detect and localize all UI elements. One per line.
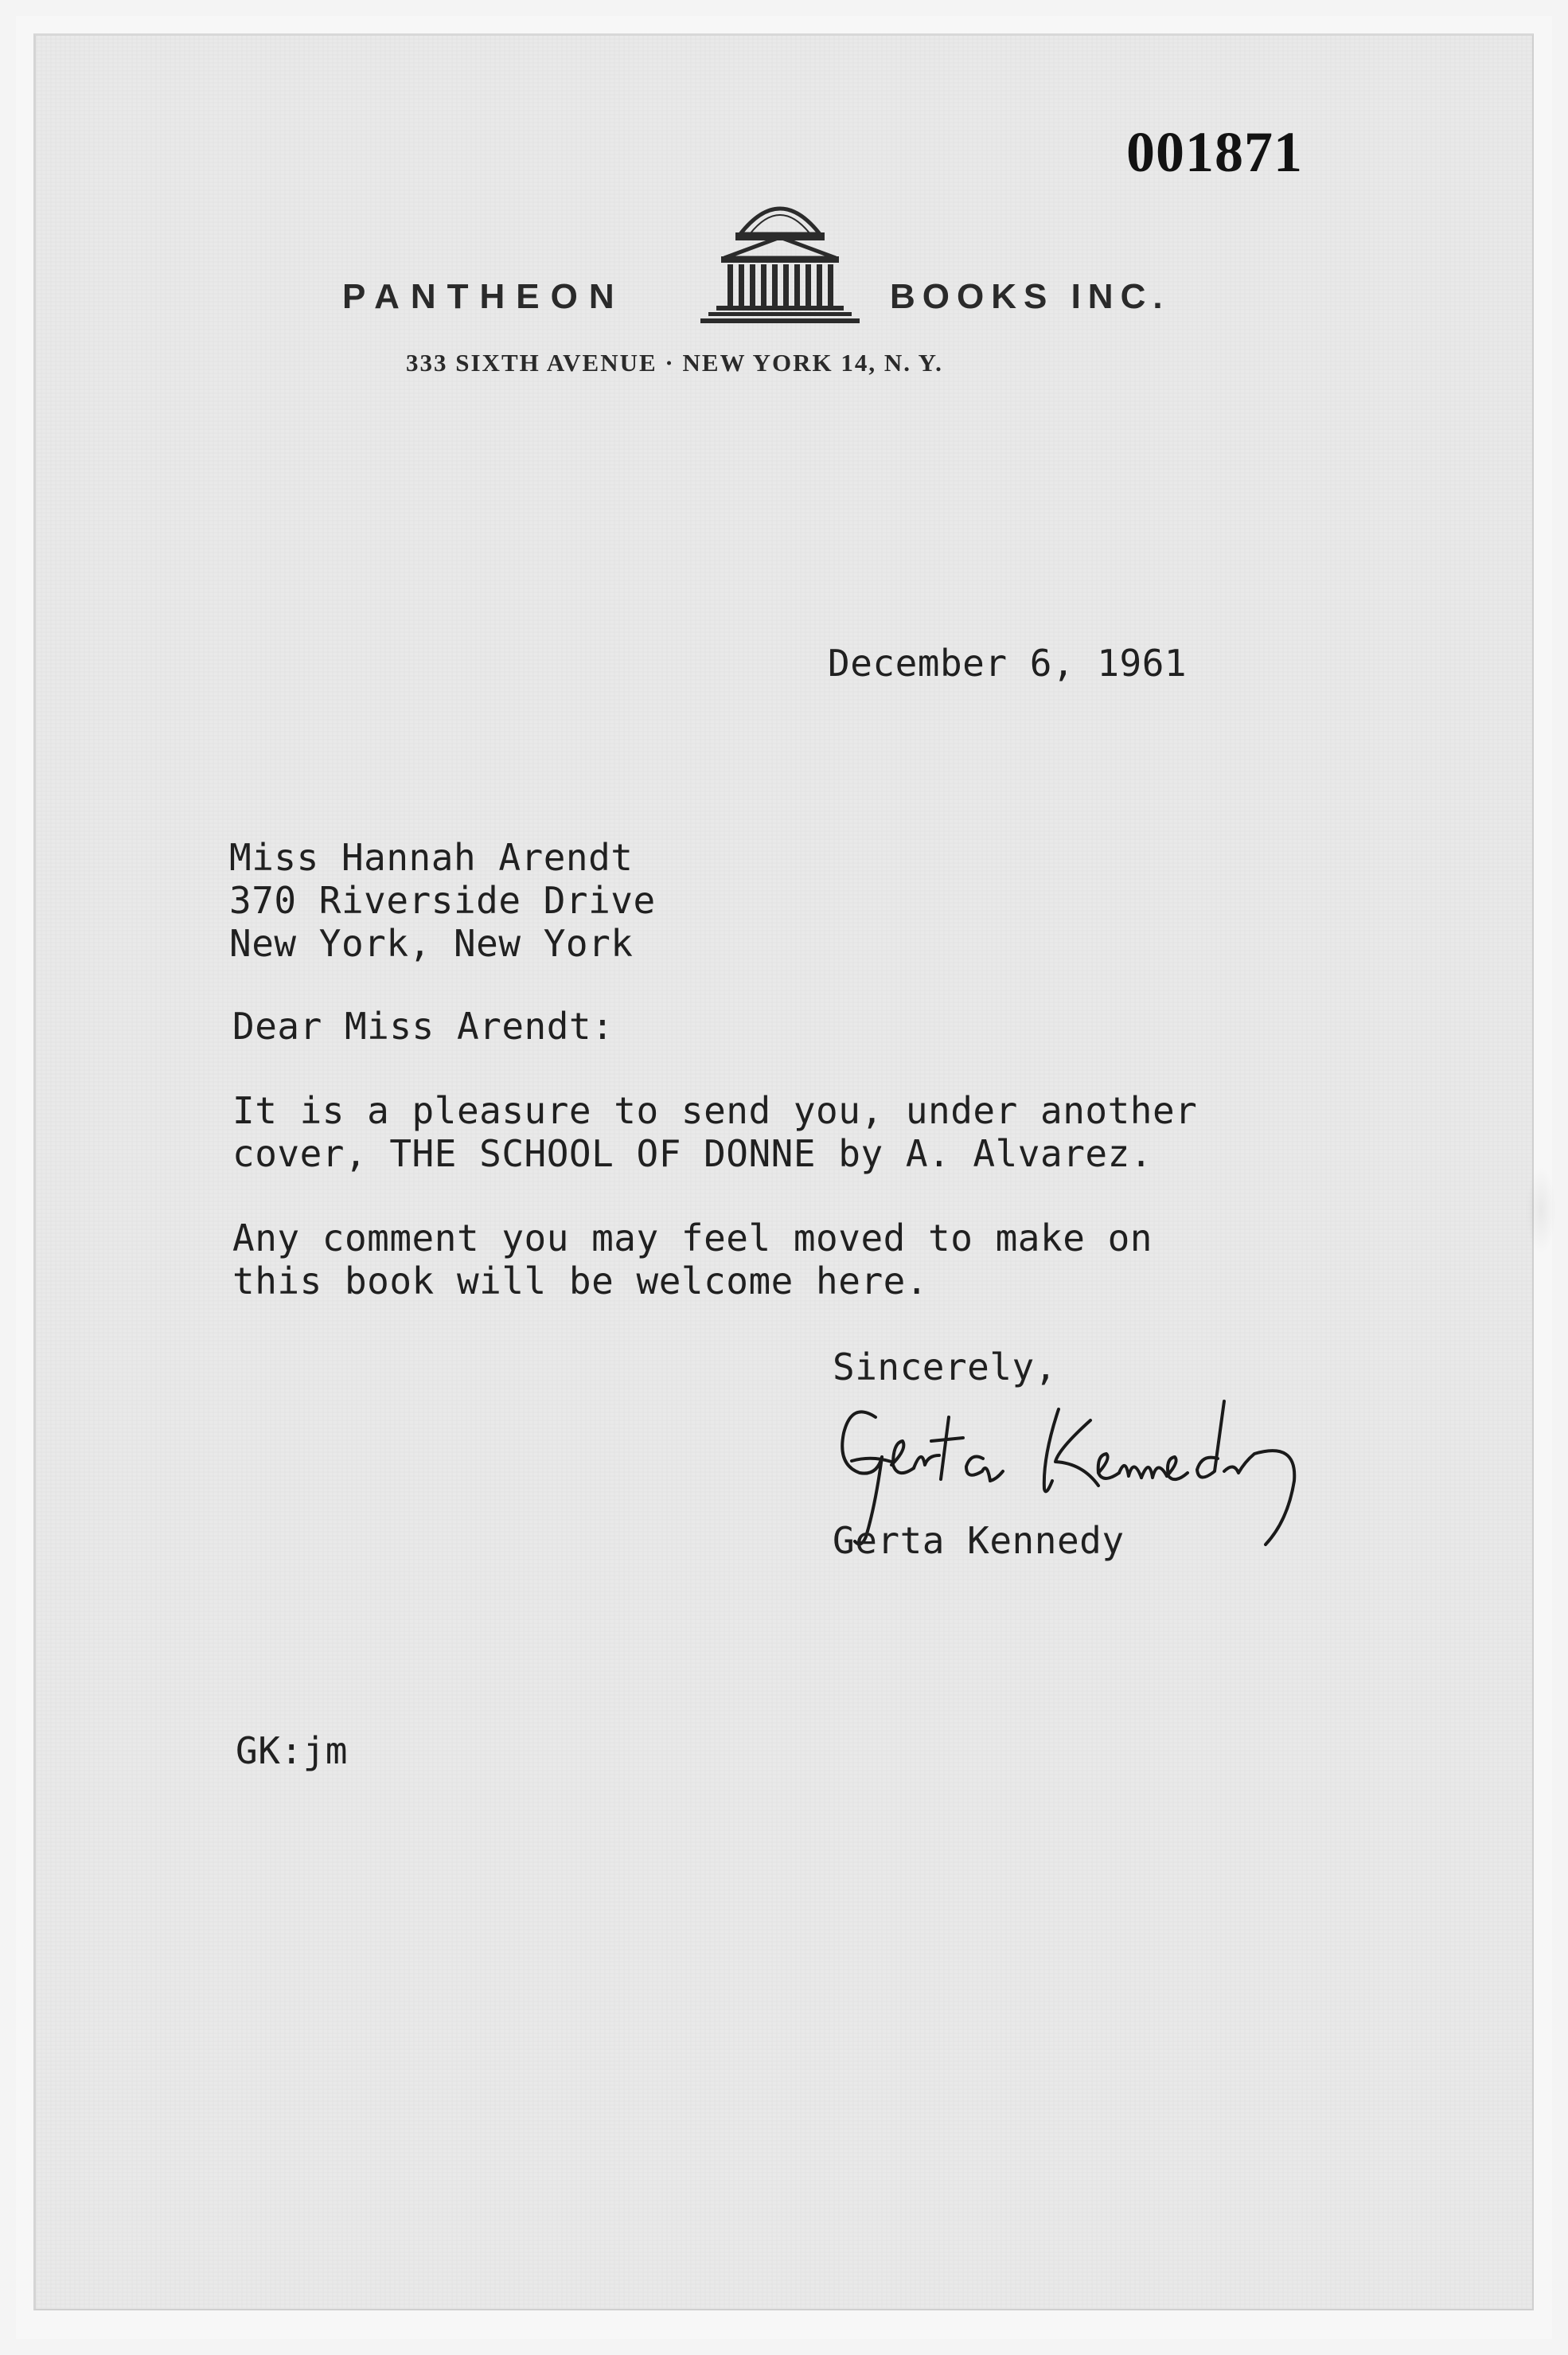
paper-scuff: [1526, 1166, 1556, 1254]
body-paragraph-2-line-1: Any comment you may feel moved to make on: [232, 1217, 1153, 1260]
body-paragraph-1-line-1: It is a pleasure to send you, under another: [232, 1089, 1198, 1132]
recipient-street: 370 Riverside Drive: [229, 879, 656, 922]
letterhead-address: 333 SIXTH AVENUE · NEW YORK 14, N. Y.: [406, 349, 943, 377]
document-number: 001871: [1126, 120, 1303, 184]
letterhead-name-right: BOOKS INC.: [890, 277, 1170, 316]
signer-name: Gerta Kennedy: [833, 1519, 1125, 1562]
recipient-city: New York, New York: [229, 922, 634, 965]
pantheon-building-icon: [700, 185, 860, 325]
recipient-name: Miss Hannah Arendt: [229, 836, 634, 879]
body-paragraph-1-line-2: cover, THE SCHOOL OF DONNE by A. Alvarez.: [232, 1132, 1153, 1175]
closing: Sincerely,: [833, 1345, 1057, 1388]
letterhead-name-left: PANTHEON: [342, 277, 626, 316]
typist-initials: GK:jm: [236, 1729, 348, 1772]
body-paragraph-2-line-2: this book will be welcome here.: [232, 1260, 929, 1302]
letter-date: December 6, 1961: [828, 642, 1188, 685]
salutation: Dear Miss Arendt:: [232, 1005, 614, 1048]
